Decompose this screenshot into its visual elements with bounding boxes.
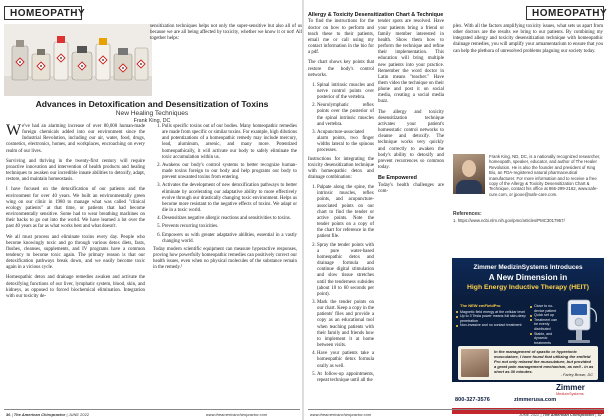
article-subtitle — [4, 110, 300, 124]
paragraph: plex. With all the factors amplifying toxicity issues, what sets us apart from other doctors are the results we bring to our patients. By combining my integrated allergy and toxicity desensitization technique with homeopathic drainage remedies, you will amplify your armamentarium to ensure that you can help the plethora of unresolved problems plaguing our society today. — [453, 24, 603, 54]
section-banner-left: HOMEOPATHY — [4, 6, 82, 20]
zimmer-logo-sub: MedizinSystems — [556, 392, 584, 396]
ad-headline-2: A New Dimension in — [488, 273, 568, 282]
paragraph: Today modern scientific equipment can measure hyperactive responses, proving how powerfully homeopathic remedies can positively correct our health issues, even when no physical molecules of the substance remain in the remedy.¹ — [153, 246, 297, 271]
right-column-1 — [308, 12, 446, 386]
article-byline: Frank King, DC — [133, 118, 171, 124]
paragraph: The allergy and toxicity desensitization technique activates your patient's homeostatic control networks to cleanse and detoxify. The technique works very quickly and correctly to awaken the body's ability to detoxify and prevent recurrences so common today. — [378, 109, 444, 170]
ad-bullet: Close to no-device patient — [530, 304, 558, 313]
section-banner-right: HOMEOPATHY — [526, 6, 604, 20]
left-column-2 — [153, 124, 297, 275]
list-item: 1. Pulls specific toxins out of our bodies. Many homeopathic remedies are made from specific or similar toxins. For example, high dilutions and potentizations of a homeopathic remedy may include mercury, lead, aluminum, arsenic, and many more. Potentized homeopathically, it will activate our body to safely eliminate the toxic accumulation within us. — [162, 124, 297, 161]
paragraph: Surviving and thriving in the twenty-first century will require proactive innovation and intervention of health products and healing techniques to awaken our incredible innate abilities to detoxify, adapt, restore, and maintain homeostasis. — [6, 158, 145, 183]
footer-right: JUNE 2022 | The American Chiropractor | 37 — [518, 412, 602, 417]
paragraph: Instructions for integrating the toxicity desensitization technique with homeopathic detox and drainage combination: — [308, 156, 374, 180]
list-item: 5. At follow-up appointments, repeat technique until all the — [317, 372, 374, 384]
list-item: 5. Prevents recurring toxicities. — [162, 224, 297, 230]
list-item: 2. Spray the tender points with a pure water-based homeopathic detox and drainage formula and continue digital stimulation and slow tissue stretches until the tenderness subsides (about 10 to 60 seconds per point). — [317, 243, 374, 298]
references — [453, 212, 603, 224]
issue-date: JUNE 2022 — [518, 412, 540, 417]
ad-bullet: Up to 3 Tesla power means full skin-deep penetration — [456, 314, 526, 323]
author-shirt-icon — [456, 180, 482, 194]
ad-bullet: Stable, and dynamic treatments — [530, 332, 558, 346]
ad-website[interactable]: zimmerusa.com — [514, 397, 557, 403]
emfield-device-icon — [556, 296, 600, 346]
list-item: 3. Acupuncture-associated alarm points, two finger widths lateral to the spinous processes. — [317, 130, 374, 155]
left-column-1 — [6, 124, 145, 304]
zimmer-advertisement[interactable] — [452, 258, 604, 414]
list-item: 1. Palpate along the spine, the intrinsic muscles, reflex points, and acupuncture-associated points on our chart to find the tender or active points. Note the tender points on a copy of the chart for reference in the patient file. — [317, 185, 374, 240]
drop-cap: W — [6, 122, 22, 139]
instruction-steps-list — [308, 185, 374, 384]
paragraph: The chart shows key points that restore the body's control networks. — [308, 60, 374, 78]
list-item: 2. Neurolymphatic reflex points over the posterior of the spinal intrinsic muscles and vertebra. — [317, 103, 374, 128]
ad-bullet: Quick set up — [530, 313, 558, 318]
list-item: 2. Awakens our body's control systems to better recognize human-made toxins foreign to our body and help programs our body to prevent unwanted toxins from entering. — [162, 163, 297, 181]
references-heading: References: — [453, 211, 482, 217]
footer-left-url[interactable]: www.theamericanchiropractor.com — [206, 412, 268, 417]
zimmer-logo-text: Zimmer — [556, 383, 585, 392]
ad-phone[interactable]: 800-327-3576 — [455, 397, 490, 403]
testimonial-photo — [461, 349, 489, 377]
paragraph: To find the instructions for the doctor on how to perform and teach these to their patients, email me or call using my contact information in the bio for a pdf. — [308, 19, 374, 56]
left-column-right-top — [150, 24, 302, 42]
page-number: 36 — [6, 412, 11, 417]
ad-bullet: Non-invasive and no contact treatment — [456, 323, 526, 328]
section-heading-empowered: Be Empowered — [378, 175, 417, 182]
footer-rule — [308, 409, 604, 410]
page-number: 37 — [597, 412, 602, 417]
reference-item[interactable]: 1. https://www.ncbi.nlm.nih.gov/pmc/articles/PMC3017957/ — [453, 218, 565, 224]
section-heading-desensitization: Allergy & Toxicity Desensitization Chart & Technique — [308, 12, 444, 18]
author-photo — [453, 154, 485, 194]
paragraph-text: e've had an alarming increase of over 80,000 human-made foreign chemicals added into our environment since the Industrial Revolution, including our air, water, food, drugs, cosmetics, electronics, homes, and workplaces, encroaching on every realm of our lives. — [6, 124, 145, 154]
zimmer-logo — [556, 383, 602, 396]
ad-features-left — [456, 304, 526, 328]
paragraph: Today's health challenges are com- — [378, 182, 444, 194]
paragraph: Homeopathic detox and drainage remedies awaken and activate the detoxifying functions of our liver, lymphatic system, blood, skin, and kidneys, as opposed to forced biochemical elimination. Integration with our toxicity de- — [6, 275, 145, 299]
ad-bullet: Magnetic field energy at the cellular level — [456, 310, 526, 315]
hero-image-toxic-products — [4, 24, 152, 96]
paragraph: tender spots are resolved. Have your patients bring a friend or family member interested in health. Show them how to perform the technique and refine their implementation. This education will bring multiple new patients into your practice. Remember the word doctor in Latin means "teacher." Have them video the technique on their phone and post it on social media, creating a social media buzz. — [378, 19, 444, 105]
testimonial-author: - Farley Brown, DC — [560, 373, 593, 377]
footer-right-url[interactable]: www.theamericanchiropractor.com — [310, 412, 372, 417]
list-item: 3. Activates the development of new detoxification pathways to better eliminate by accelerating our adaptative ability to more effectively evolve through our drastically changing toxic environment. Helps us become more resistant to the negative effects of toxins. We adapt or die in a toxic world. — [162, 183, 297, 214]
list-item: 3. Mark the tender points on our chart. Keep a copy in the patients' files and provide a copy as an educational tool when teaching patients with their family and friends how to implement it at home between visits. — [317, 300, 374, 349]
footer-rule — [4, 409, 300, 410]
list-item: 1. Spinal intrinsic muscles and nerve control points over posterior of the vertebra. — [317, 83, 374, 101]
paragraph: We all must process and eliminate toxins every day. People who become knowingly toxic and go through various detox diets, fasts, flushes, cleanses, supplements, and IV programs have a common tendency to become toxic again. The primary reason is that our detoxification pathways break down, and we easily become toxic again in a vicious cycle. — [6, 234, 145, 271]
author-face-icon — [462, 160, 476, 177]
paragraph — [6, 124, 145, 155]
left-page — [0, 0, 302, 420]
toxic-products-illustration-icon — [4, 24, 152, 96]
ad-testimonial — [458, 346, 598, 380]
chart-points-list — [308, 83, 374, 155]
article-intro-cont: sensitization techniques helps not only the super-sensitive but also all of us because we are all being affected by toxicity, whether we know it or not! All together helps: — [150, 24, 302, 42]
list-item: 4. Have your patients take a homeopathic detox formula orally as well. — [317, 351, 374, 369]
article-subtitle-text: New Healing Techniques — [115, 110, 189, 117]
magazine-name: The American Chiropractor — [542, 412, 595, 417]
magazine-name: The American Chiropractor — [13, 412, 66, 417]
ad-headline-1: Zimmer MedizinSystems Introduces — [473, 264, 583, 271]
list-item: 4. Desensitizes negative allergic reactions and sensitivities to toxins. — [162, 216, 297, 222]
ad-new-label: The NEW emFieldPro — [460, 303, 501, 308]
ad-headline-3: High Energy Inductive Therapy (HEIT) — [467, 284, 589, 291]
ad-bullet: Treatment can be evenly distributed — [530, 318, 558, 332]
ad-features-right — [530, 304, 558, 345]
issue-date: JUNE 2022 — [68, 412, 90, 417]
benefits-list — [153, 124, 297, 245]
right-column-2 — [453, 24, 603, 59]
footer-left: 36 | The American Chiropractor | JUNE 2022 — [6, 412, 90, 417]
list-item: 6. Empowers us with greater adaptative abilities, essential in a vastly changing world. — [162, 233, 297, 245]
author-bio — [453, 154, 603, 210]
testimonial-text: In the management of spastic or hypertonic musculature, I have found that utilizing the emfield Pro not only relaxed the musculature, but provided a great pain management mechanism, as well - in as short as 30 minutes. — [494, 349, 594, 374]
paragraph: I have focused on the detoxification of our patients and the environment for over 40 years. We built an environmentally green wing on our clinic in 1980 to manage what was called "clinical ecology patients" at that time, or patients that had become environmentally sensitive. Some had to wear breathing machines on their backs to go out into the world. We have learned a lot over the past 40 years as far as what works best and what doesn't. — [6, 187, 145, 230]
author-bio-text: Frank King, ND, DC, is a nationally recognized researcher, homeopath, speaker, educator, and author of The Healer Revolution. He is also the founder and president of King Bio, an FDA-registered natural pharmaceutical manufacturer. For more information and to receive a free copy of the Allergy & Toxicity Desensitization Chart & Technique, contact his office at 866-299-2162, www.safe-cure.com, or jpooe@safe-care.com. — [489, 154, 601, 197]
article-title: Advances in Detoxification and Desensitization of Toxins — [35, 99, 269, 109]
